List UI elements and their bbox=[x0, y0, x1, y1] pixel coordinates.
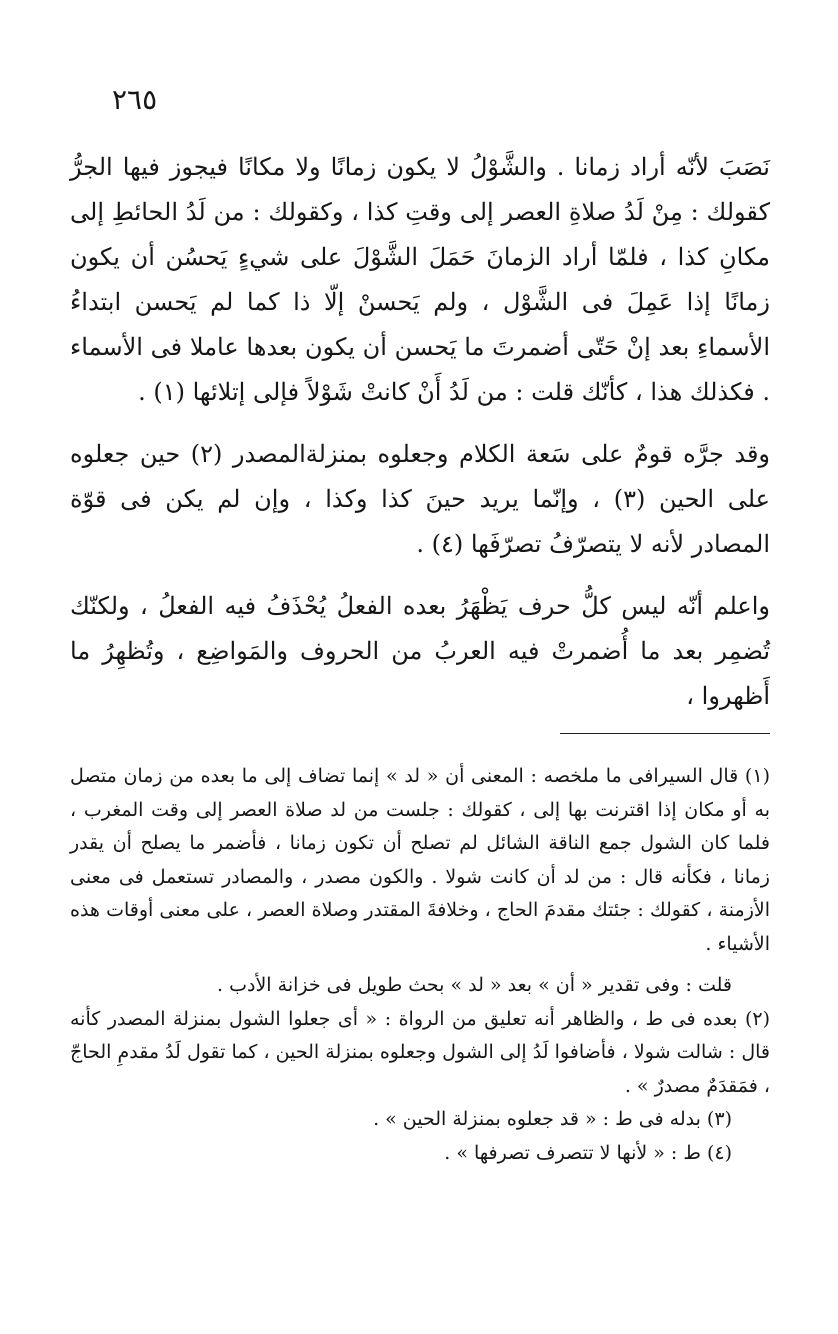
main-text bbox=[70, 145, 770, 719]
page-number: ٢٦٥ bbox=[112, 83, 158, 116]
footnote-separator bbox=[560, 733, 770, 734]
footnote: (٢) بعده فى ط ، والظاهر أنه تعليق من الرواة : « أى جعلوا الشول بمنزلة المصدر كأنه قال : شالت شولا ، فأضافوا لَدُ إلى الشول وجعلوه بمنزلة الحين ، كما تقول لَدُ مقدمِ الحاجّ ، فمَقدَمٌ مصدرٌ » . bbox=[70, 1007, 770, 1097]
paragraph: نَصَبَ لأنّه أراد زمانا . والشَّوْلُ لا يكون زمانًا ولا مكانًا فيجوز فيها الجرُّ كقولك : مِنْ لَدُ صلاةِ العصر إلى وقتِ كذا ، وكقولك : من لَدُ الحائطِ إلى مكانِ كذا ، فلمّا أراد الزمانَ حَمَلَ الشَّوْلَ على شيءٍ يَحسُن أن يكون زمانًا إذا عَمِلَ فى الشَّوْل ، ولم يَحسنْ إلّا ذا كما لم يَحسن ابتداءُ الأسماءِ بعد إنْ حَتّى أضمرتَ ما يَحسن أن يكون بعدها عاملا فى الأسماء . فكذلك هذا ، كأنّك قلت : من لَدُ أَنْ كانتْ شَوْلاً فإلى إتلائها (١) . bbox=[70, 153, 770, 406]
footnotes bbox=[70, 760, 770, 1170]
footnote: (٤) ط : « لأنها لا تتصرف تصرفها » . bbox=[444, 1141, 732, 1164]
paragraph: واعلم أنّه ليس كلُّ حرف يَظْهَرُ بعده الفعلُ يُحْذَفُ فيه الفعلُ ، ولكنّك تُضمِر بعد ما أُضمرتْ فيه العربُ من الحروف والمَواضِع ، وتُظهِرُ ما أَظهروا ، bbox=[70, 592, 770, 710]
footnote: قلت : وفى تقدير « أن » بعد « لد » بحث طويل فى خزانة الأدب . bbox=[217, 974, 732, 996]
footnote: (٣) بدله فى ط : « قد جعلوه بمنزلة الحين » . bbox=[373, 1108, 732, 1130]
footnote: (١) قال السيرافى ما ملخصه : المعنى أن « لد » إنما تضاف إلى ما بعده من زمان متصل به أو مكان إذا اقترنت بها إلى ، كقولك : جلست من لد صلاة العصر إلى وقت المغرب ، فلما كان الشول جمع الناقة الشائل لم تصلح أن تكون زمانا ، فأضمر ما يصلح أن يقدر زمانا ، فكأنه قال : من لد أن كانت شولا . والكون مصدر ، والمصادر تستعمل فى معنى الأزمنة ، كقولك : جئتك مقدمَ الحاج ، وخلافةَ المقتدر وصلاة العصر ، على معنى أوقات هذه الأشياء . bbox=[70, 765, 771, 955]
paragraph: وقد جرَّه قومٌ على سَعة الكلام وجعلوه بمنزلةالمصدر (٢) حين جعلوه على الحين (٣) ، وإنّما يريد حينَ كذا وكذا ، وإن لم يكن فى قوّة المصادر لأنه لا يتصرّفُ تصرّفَها (٤) . bbox=[70, 440, 771, 558]
